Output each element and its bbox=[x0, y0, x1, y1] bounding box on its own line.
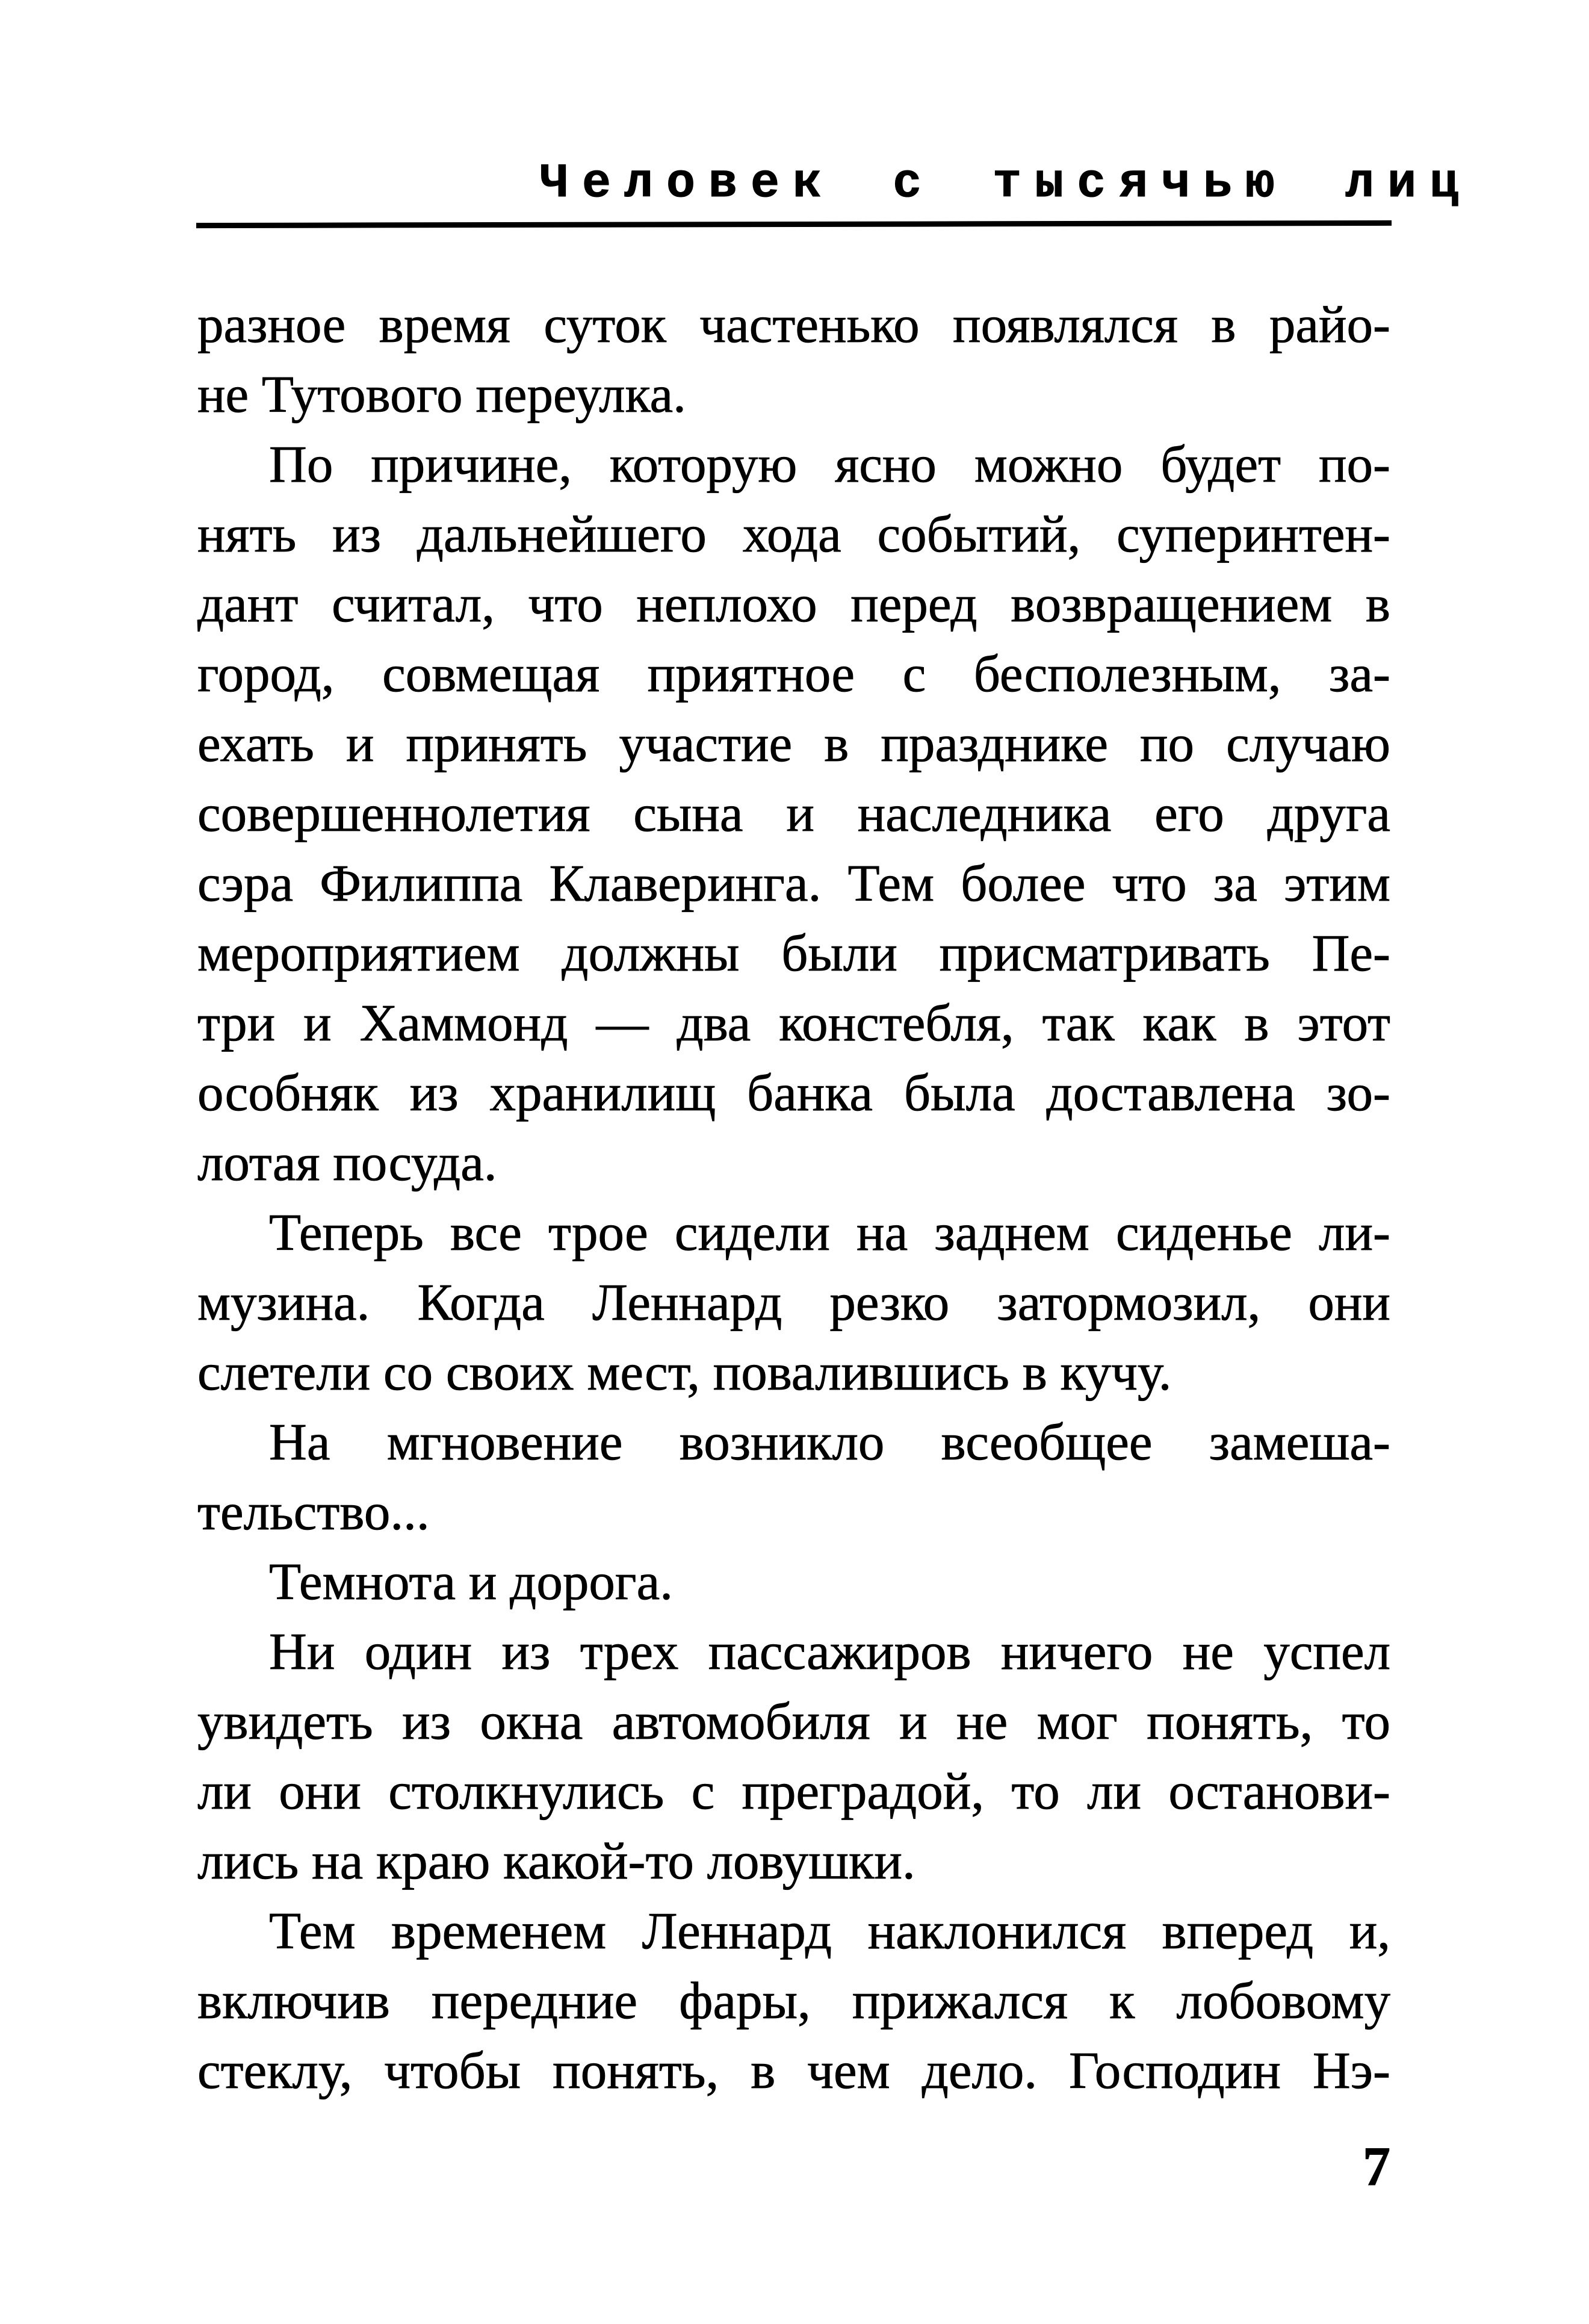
paragraph bbox=[197, 290, 1390, 429]
text-line: ехать и принять участие в празднике по случаю bbox=[197, 714, 1390, 772]
text-line: На мгновение возникло всеобщее замеша- bbox=[269, 1412, 1390, 1471]
text-line: три и Хаммонд — два констебля, так как в этот bbox=[197, 993, 1390, 1052]
text-line: По причине, которую ясно можно будет по- bbox=[269, 435, 1390, 493]
running-head-title: Человек с тысячью лиц bbox=[540, 157, 1472, 211]
text-line: лотая посуда. bbox=[197, 1133, 497, 1192]
text-line: включив передние фары, прижался к лобовому bbox=[197, 1971, 1390, 2030]
text-line: лись на краю какой-то ловушки. bbox=[197, 1832, 915, 1890]
paragraph bbox=[197, 1617, 1390, 1896]
text-line: город, совмещая приятное с бесполезным, за- bbox=[197, 644, 1390, 703]
text-line: нять из дальнейшего хода событий, суперинтен- bbox=[197, 505, 1390, 563]
text-line: сэра Филиппа Клаверинга. Тем более что за этим bbox=[197, 854, 1390, 912]
text-line: мероприятием должны были присматривать Пе- bbox=[197, 924, 1390, 982]
text-line: Тем временем Леннард наклонился вперед и, bbox=[269, 1901, 1390, 1960]
paragraph bbox=[197, 1547, 1390, 1617]
text-line: Теперь все трое сидели на заднем сиденье ли- bbox=[269, 1203, 1390, 1261]
text-line: увидеть из окна автомобиля и не мог понять, то bbox=[197, 1692, 1390, 1750]
paragraph bbox=[197, 1407, 1390, 1547]
text-line: слетели со своих мест, повалившись в кучу. bbox=[197, 1343, 1172, 1401]
page-body bbox=[197, 290, 1390, 2105]
text-line: тельство... bbox=[197, 1482, 430, 1541]
text-line: дант считал, что неплохо перед возвращением в bbox=[197, 574, 1390, 633]
text-line: разное время суток частенько появлялся в райо- bbox=[197, 295, 1390, 353]
paragraph bbox=[197, 1198, 1390, 1407]
text-line: стеклу, чтобы понять, в чем дело. Господин Нэ- bbox=[197, 2041, 1390, 2099]
paragraph bbox=[197, 1896, 1390, 2105]
text-line: Ни один из трех пассажиров ничего не успел bbox=[269, 1622, 1390, 1680]
page-number: 7 bbox=[1363, 2136, 1390, 2197]
text-line: музина. Когда Леннард резко затормозил, они bbox=[197, 1273, 1390, 1331]
paragraph bbox=[197, 429, 1390, 1198]
text-line: совершеннолетия сына и наследника его друга bbox=[197, 784, 1390, 842]
text-line: ли они столкнулись с преградой, то ли останови- bbox=[197, 1762, 1390, 1820]
text-line: Темнота и дорога. bbox=[269, 1552, 673, 1611]
text-line: не Тутового переулка. bbox=[197, 365, 686, 423]
text-line: особняк из хранилищ банка была доставлена зо- bbox=[197, 1063, 1390, 1122]
header-rule bbox=[196, 220, 1392, 228]
